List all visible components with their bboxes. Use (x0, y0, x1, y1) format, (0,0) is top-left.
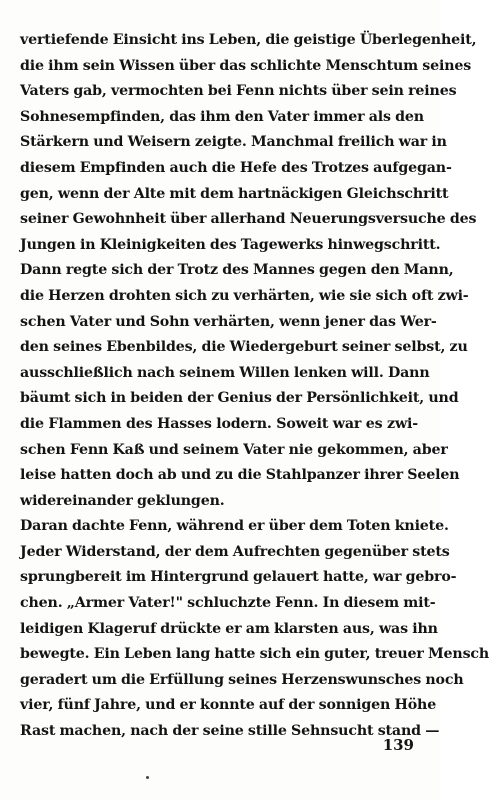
text-line: chen. „Armer Vater!" schluchzte Fenn. In diesem mit- (20, 595, 436, 612)
text-line: geradert um die Erfüllung seines Herzenswunsches noch (20, 671, 464, 688)
text-line: den seines Ebenbildes, die Wiedergeburt seiner selbst, zu (20, 339, 468, 356)
text-line: bäumt sich in beiden der Genius der Persönlichkeit, und (20, 390, 459, 407)
page-number: 139 (382, 736, 414, 754)
text-line: schen Fenn Kaß und seinem Vater nie gekommen, aber (20, 441, 448, 458)
text-line: Vaters gab, vermochten bei Fenn nichts über sein reines (20, 83, 457, 100)
text-line: leise hatten doch ab und zu die Stahlpanzer ihrer Seelen (20, 467, 460, 484)
dust-speck (146, 776, 149, 779)
text-line: sprungbereit im Hintergrund gelauert hatte, war gebro- (20, 569, 457, 586)
text-line: schen Vater und Sohn verhärten, wenn jener das Wer- (20, 313, 437, 330)
text-line: Dann regte sich der Trotz des Mannes gegen den Mann, (20, 262, 454, 279)
text-line: Stärkern und Weisern zeigte. Manchmal freilich war in (20, 134, 447, 151)
text-line: die Herzen drohten sich zu verhärten, wie sie sich oft zwi- (20, 287, 469, 304)
text-line: gen, wenn der Alte mit dem hartnäckigen Gleichschritt (20, 185, 449, 202)
text-line: vier, fünf Jahre, und er konnte auf der sonnigen Höhe (20, 697, 437, 714)
body-text (20, 28, 489, 745)
text-line: vertiefende Einsicht ins Leben, die geistige Überlegenheit, (20, 32, 477, 48)
text-line: diesem Empfinden auch die Hefe des Trotzes aufgegan- (20, 159, 452, 176)
text-line: ausschließlich nach seinem Willen lenken will. Dann (20, 364, 430, 381)
text-line: Sohnesempfinden, das ihm den Vater immer als den (20, 108, 424, 125)
text-line: widereinander geklungen. (20, 492, 225, 509)
text-line: leidigen Klageruf drückte er am klarsten aus, was ihn (20, 620, 438, 637)
text-line: die ihm sein Wissen über das schlichte Menschtum seines (20, 57, 472, 74)
text-line: Jeder Widerstand, der dem Aufrechten gegenüber stets (20, 543, 450, 560)
text-line: Jungen in Kleinigkeiten des Tagewerks hinwegschritt. (20, 236, 441, 253)
text-line: Rast machen, nach der seine stille Sehnsucht stand — (20, 723, 440, 740)
text-line: bewegte. Ein Leben lang hatte sich ein guter, treuer Mensch (20, 646, 489, 663)
text-line: die Flammen des Hasses lodern. Soweit war es zwi- (20, 415, 418, 432)
text-line: seiner Gewohnheit über allerhand Neuerungsversuche des (20, 211, 477, 228)
text-line: Daran dachte Fenn, während er über dem Toten kniete. (20, 518, 449, 535)
